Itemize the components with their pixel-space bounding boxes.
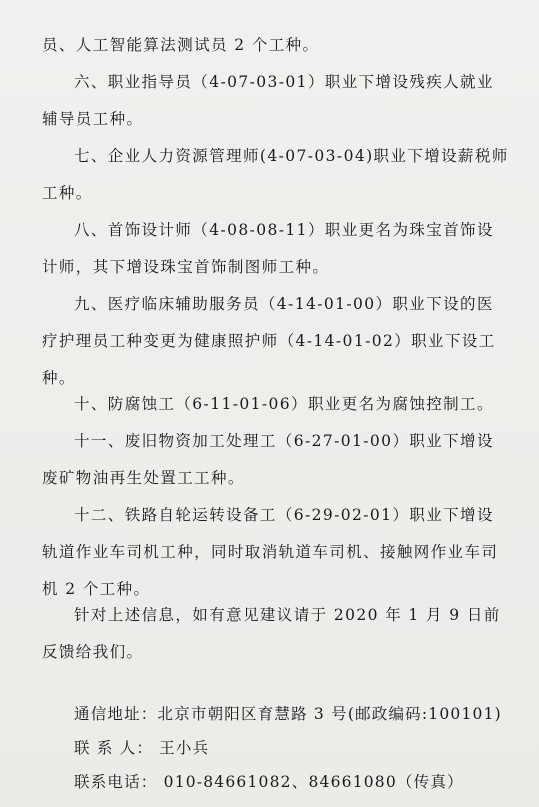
paragraph-feedback-request: 针对上述信息，如有意见建议请于 2020 年 1 月 9 日前反馈给我们。 [42,606,501,661]
paragraph-item-11: 十一、废旧物资加工处理工（6-27-01-00）职业下增设废矿物油再生处置工工种。 [42,432,494,487]
paragraph-item-9: 九、医疗临床辅助服务员（4-14-01-00）职业下设的医疗护理员工种变更为健康照护师（4-14-01-02）职业下设工种。 [42,295,496,387]
paragraph-item-12: 十二、铁路自轮运转设备工（6-29-02-01）职业下增设轨道作业车司机工种，同时取消轨道车司机、接触网作业车司机 2 个工种。 [42,506,499,598]
paragraph-item-7: 七、企业人力资源管理师(4-07-03-04)职业下增设薪税师工种。 [42,147,509,202]
paragraph-item-10: 十、防腐蚀工（6-11-01-06）职业更名为腐蚀控制工。 [74,395,494,413]
contact-address: 通信地址：北京市朝阳区育慧路 3 号(邮政编码:100101) [74,705,502,723]
paragraph-item-8: 八、首饰设计师（4-08-08-11）职业更名为珠宝首饰设计师，其下增设珠宝首饰制图师工种。 [42,221,494,276]
paragraph-item-6: 六、职业指导员（4-07-03-01）职业下增设残疾人就业辅导员工种。 [42,73,494,128]
paragraph-continuation: 员、人工智能算法测试员 2 个工种。 [42,36,320,54]
contact-person: 联 系 人： 王小兵 [74,739,210,757]
contact-phone: 联系电话： 010-84661082、84661080（传真） [74,773,464,791]
